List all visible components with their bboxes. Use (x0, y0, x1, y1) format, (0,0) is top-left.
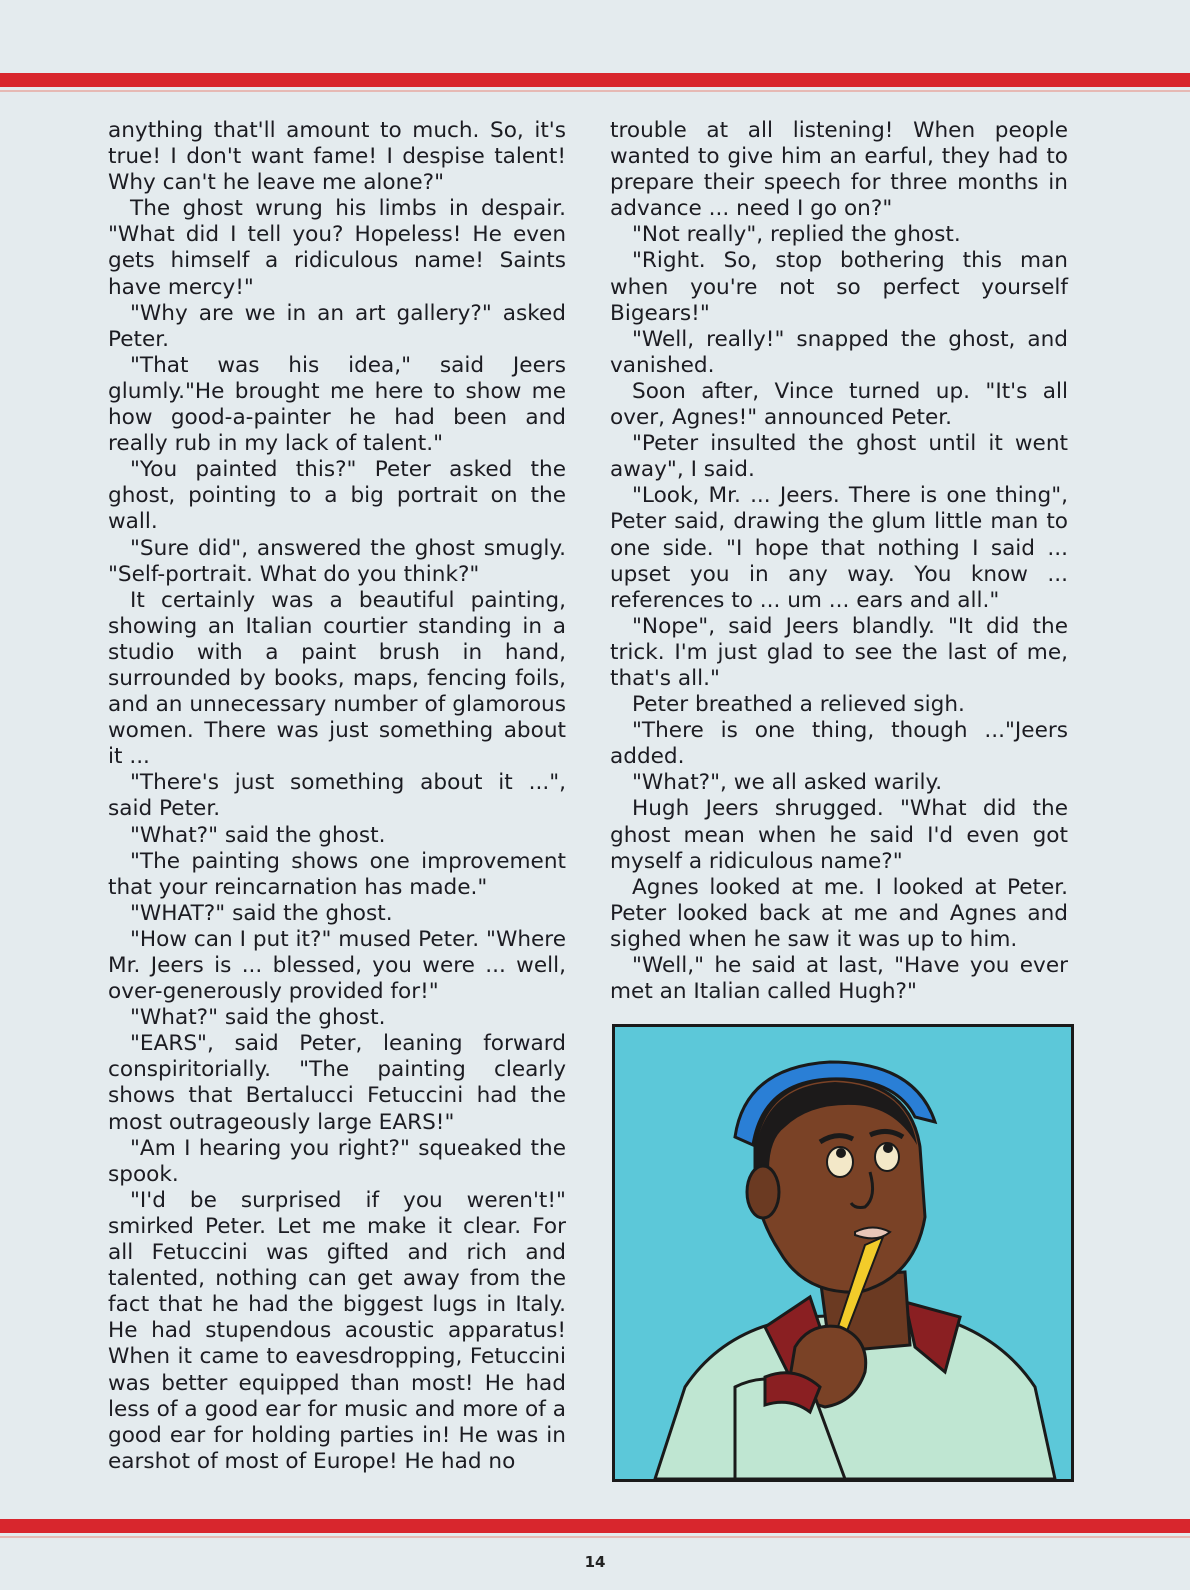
paragraph: "What?" said the ghost. (130, 1005, 386, 1031)
paragraph: "Why are we in an art gallery?" asked Peter. (108, 300, 566, 352)
paragraph: "You painted this?" Peter asked the ghost, pointing to a big portrait on the wall. (108, 457, 566, 535)
paragraph: "That was his idea," said Jeers glumly."He brought me here to show me how good-a-painter he had been and really rub in my lack of talent." (108, 352, 566, 457)
top-thin-rule (0, 90, 1190, 92)
paragraph: "WHAT?" said the ghost. (130, 900, 393, 926)
paragraph: "Look, Mr. ... Jeers. There is one thing", Peter said, drawing the glum little man to one side. "I hope that nothing I said ... upset you in any way. You know ... references to ... um ... ears and all." (610, 483, 1068, 613)
paragraph: "Am I hearing you right?" squeaked the spook. (108, 1135, 566, 1187)
bottom-red-border (0, 1519, 1190, 1533)
paragraph: "EARS", said Peter, leaning forward conspiritorially. "The painting clearly shows that Bertalucci Fetuccini had the most outrageously large EARS!" (108, 1031, 566, 1135)
paragraph: Hugh Jeers shrugged. "What did the ghost mean when he said I'd even got myself a ridiculous name?" (610, 796, 1068, 874)
paragraph: Soon after, Vince turned up. "It's all over, Agnes!" announced Peter. (610, 378, 1068, 431)
page-number: 14 (584, 1553, 606, 1571)
paragraph: "Well," he said at last, "Have you ever met an Italian called Hugh?" (610, 953, 1068, 1005)
paragraph: "There is one thing, though ..."Jeers added. (610, 718, 1068, 770)
paragraph: It certainly was a beautiful painting, showing an Italian courtier standing in a studio with a paint brush in hand, surrounded by books, maps, fencing foils, and an unnecessary number of glamorous women. There was just something about it ... (108, 587, 566, 770)
paragraph: trouble at all listening! When people wanted to give him an earful, they had to prepare their speech for three months in advance ... need I go on?" (610, 118, 1068, 222)
paragraph: The ghost wrung his limbs in despair. "What did I tell you? Hopeless! He even gets himself a ridiculous name! Saints have mercy!" (108, 196, 566, 300)
right-text-column (610, 118, 1068, 1005)
paragraph: "The painting shows one improvement that your reincarnation has made." (108, 848, 566, 900)
paragraph: "How can I put it?" mused Peter. "Where Mr. Jeers is ... blessed, you were ... well, over-generously provided for!" (108, 926, 566, 1005)
paragraph: "Nope", said Jeers blandly. "It did the trick. I'm just glad to see the last of me, that's all." (610, 613, 1068, 691)
bottom-thin-rule (0, 1536, 1190, 1538)
left-text-column (108, 118, 566, 1475)
paragraph: "What?", we all asked warily. (632, 770, 943, 796)
top-red-border (0, 73, 1190, 87)
cartoon-man-with-pencil-image (615, 1027, 1071, 1479)
paragraph: "Peter insulted the ghost until it went away", I said. (610, 431, 1068, 483)
paragraph: "Well, really!" snapped the ghost, and vanished. (610, 326, 1068, 378)
cartoon-illustration (612, 1024, 1074, 1482)
paragraph: anything that'll amount to much. So, it's true! I don't want fame! I despise talent! Why can't he leave me alone?" (108, 118, 566, 196)
paragraph: "Sure did", answered the ghost smugly. "Self-portrait. What do you think?" (108, 535, 566, 587)
paragraph: "I'd be surprised if you weren't!" smirked Peter. Let me make it clear. For all Fetuccini was gifted and rich and talented, nothing can get away from the fact that he had the biggest lugs in Italy. He had stupendous acoustic apparatus! When it came to eavesdropping, Fetuccini was better equipped than most! He had less of a good ear for music and more of a good ear for holding parties in! He was in earshot of most of Europe! He had no (108, 1187, 566, 1474)
paragraph: "Right. So, stop bothering this man when you're not so perfect yourself Bigears!" (610, 248, 1068, 326)
paragraph: Agnes looked at me. I looked at Peter. Peter looked back at me and Agnes and sighed when he saw it was up to him. (610, 874, 1068, 952)
paragraph: "There's just something about it ...", said Peter. (108, 770, 566, 822)
paragraph: "What?" said the ghost. (130, 822, 386, 848)
paragraph: Peter breathed a relieved sigh. (632, 692, 965, 718)
paragraph: "Not really", replied the ghost. (632, 222, 961, 248)
